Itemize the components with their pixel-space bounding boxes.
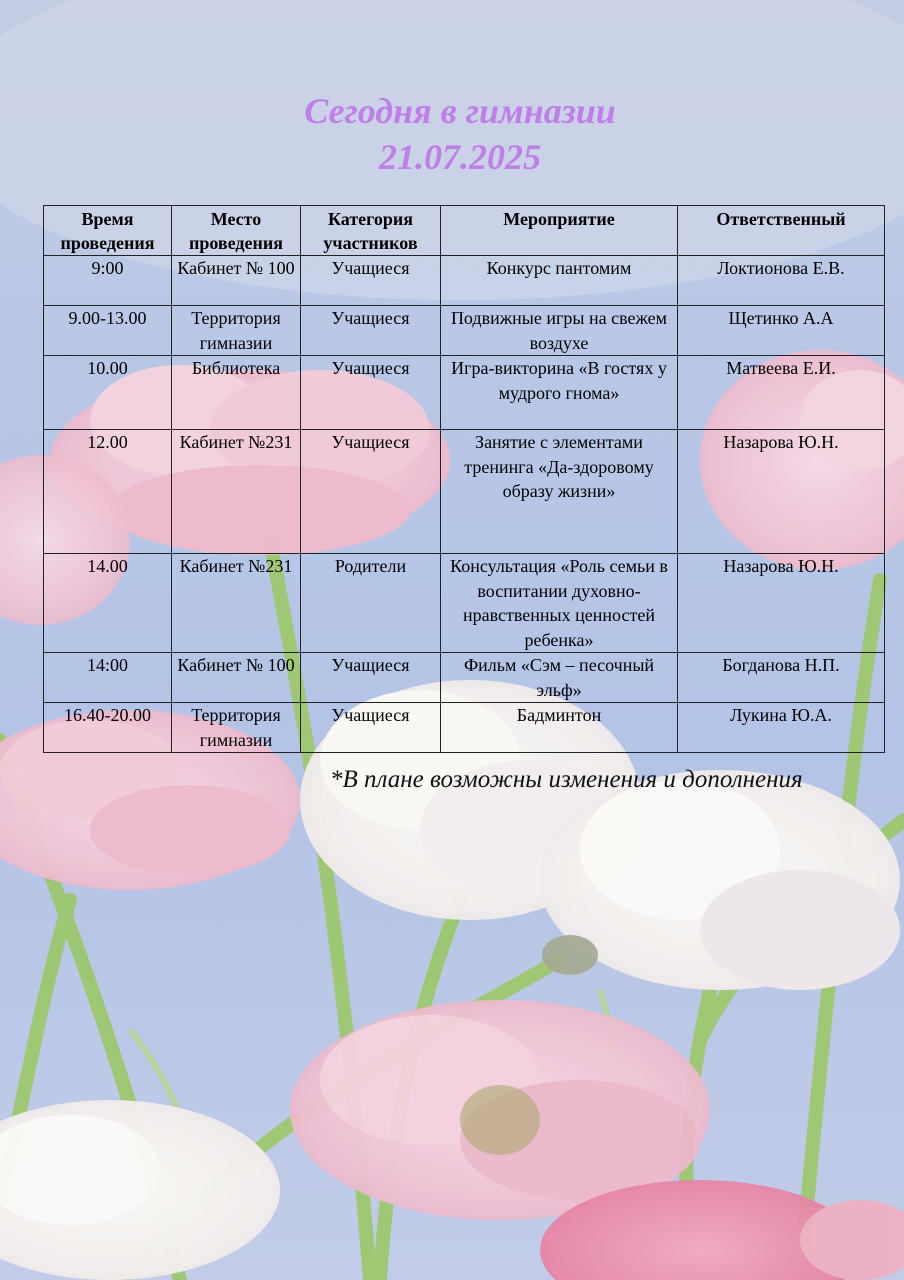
cell-category: Учащиеся <box>301 653 441 703</box>
cell-responsible: Локтионова Е.В. <box>678 256 885 306</box>
cell-category: Учащиеся <box>301 430 441 554</box>
cell-event: Консультация «Роль семьи в воспитании духовно-нравственных ценностей ребенка» <box>441 554 678 653</box>
table-row <box>44 554 885 653</box>
changes-note: *В плане возможны изменения и дополнения <box>330 766 803 793</box>
cell-responsible: Лукина Ю.А. <box>678 703 885 753</box>
table-row <box>44 306 885 356</box>
cell-event: Игра-викторина «В гостях у мудрого гнома» <box>441 356 678 430</box>
table-row <box>44 653 885 703</box>
cell-time: 14:00 <box>44 653 172 703</box>
cell-place: Территория гимназии <box>172 703 301 753</box>
cell-category: Родители <box>301 554 441 653</box>
cell-event: Фильм «Сэм – песочный эльф» <box>441 653 678 703</box>
cell-event: Конкурс пантомим <box>441 256 678 306</box>
header-category: Категория участников <box>301 206 441 256</box>
cell-responsible: Щетинко А.А <box>678 306 885 356</box>
cell-time: 12.00 <box>44 430 172 554</box>
table-row <box>44 256 885 306</box>
cell-responsible: Назарова Ю.Н. <box>678 554 885 653</box>
cell-place: Кабинет № 100 <box>172 256 301 306</box>
cell-category: Учащиеся <box>301 703 441 753</box>
cell-place: Библиотека <box>172 356 301 430</box>
cell-place: Территория гимназии <box>172 306 301 356</box>
cell-responsible: Богданова Н.П. <box>678 653 885 703</box>
title-date: 21.07.2025 <box>379 137 541 177</box>
table-row <box>44 703 885 753</box>
cell-place: Кабинет №231 <box>172 554 301 653</box>
cell-category: Учащиеся <box>301 256 441 306</box>
cell-responsible: Матвеева Е.И. <box>678 356 885 430</box>
cell-place: Кабинет № 100 <box>172 653 301 703</box>
table-row <box>44 430 885 554</box>
table-header-row <box>44 206 885 256</box>
cell-event: Бадминтон <box>441 703 678 753</box>
cell-time: 10.00 <box>44 356 172 430</box>
cell-time: 14.00 <box>44 554 172 653</box>
schedule-table <box>43 205 885 753</box>
cell-time: 9.00-13.00 <box>44 306 172 356</box>
cell-time: 16.40-20.00 <box>44 703 172 753</box>
header-place: Место проведения <box>172 206 301 256</box>
table-row <box>44 356 885 430</box>
cell-event: Занятие с элементами тренинга «Да-здоровому образу жизни» <box>441 430 678 554</box>
cell-event: Подвижные игры на свежем воздухе <box>441 306 678 356</box>
cell-responsible: Назарова Ю.Н. <box>678 430 885 554</box>
header-event: Мероприятие <box>441 206 678 256</box>
title-heading: Сегодня в гимназии <box>304 91 616 131</box>
cell-time: 9:00 <box>44 256 172 306</box>
cell-category: Учащиеся <box>301 306 441 356</box>
cell-category: Учащиеся <box>301 356 441 430</box>
page-title <box>0 88 904 180</box>
header-responsible: Ответственный <box>678 206 885 256</box>
cell-place: Кабинет №231 <box>172 430 301 554</box>
header-time: Время проведения <box>44 206 172 256</box>
